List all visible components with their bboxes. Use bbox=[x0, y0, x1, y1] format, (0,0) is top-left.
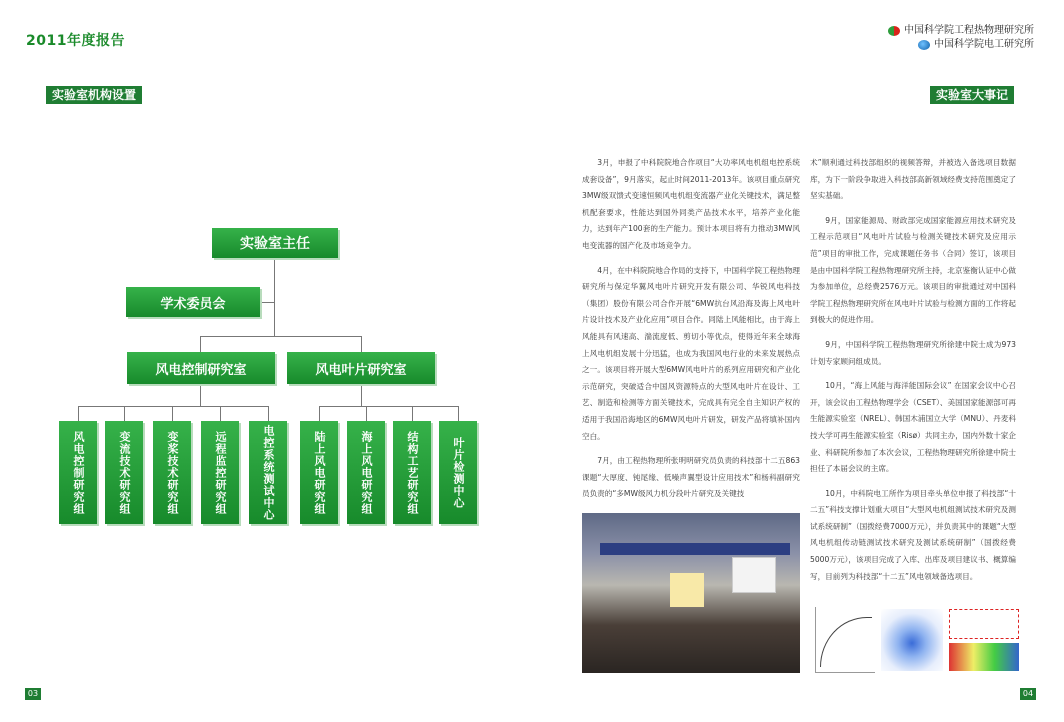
photo-banner bbox=[600, 543, 790, 555]
org-group: 叶片检测中心 bbox=[439, 421, 477, 524]
article-column-2 bbox=[810, 155, 1016, 593]
connector-line bbox=[458, 406, 459, 421]
page-number-right: 04 bbox=[1020, 688, 1036, 700]
connector-line bbox=[220, 406, 221, 421]
institute-header bbox=[888, 24, 1034, 52]
org-box-director: 实验室主任 bbox=[212, 228, 338, 258]
article-paragraph: 10月，“海上风能与海洋能国际会议” 在国家会议中心召开，该会议由工程热物理学会（CSET）、美国国家能源部可再生能源实验室（NREL）、韩国木浦国立大学（MNU）、丹麦科技大学可再生能源实验室（Risø）共同主办，国内外数十家企业、科研院所参加了本次会议，工程热物理研究所徐建中院士担任了本届会议的主席。 bbox=[810, 381, 1016, 474]
curve-plot-image bbox=[815, 607, 875, 673]
connector-line bbox=[78, 406, 79, 421]
connector-line bbox=[124, 406, 125, 421]
connector-line bbox=[366, 406, 367, 421]
report-year: 2011年度报告 bbox=[26, 33, 125, 49]
article-paragraph: 4月，在中科院院地合作局的支持下，中国科学院工程热物理研究所与保定华翼风电叶片研究开发有限公司、华锐风电科技（集团）股份有限公司合作开展“6MW抗台风沿海及海上风电叶片设计技术及产业化应用”项目合作。同陆上风能相比，由于海上风能具有风速高、湍流度低、剪切小等优点，使得近年来全球海上风电机组发展十分迅猛，也成为我国风电行业的未来发展热点之一。该项目将开展大型6MW风电叶片的系列应用研究和产业化示范研究，突破适合中国风资源特点的大型风电叶片在设计、工艺、制造和检测等方面关键技术，完成具有完全自主知识产权的适用于我国沿海地区的6MW风电叶片研发，研发产品将填补国内空白。 bbox=[582, 265, 800, 441]
article-paragraph: 9月，中国科学院工程热物理研究所徐建中院士成为973计划专家顾问组成员。 bbox=[810, 339, 1016, 366]
org-group: 变桨技术研究组 bbox=[153, 421, 191, 524]
institute-name-1: 中国科学院工程热物理研究所 bbox=[904, 25, 1034, 36]
org-box-control-division: 风电控制研究室 bbox=[127, 352, 275, 384]
connector-line bbox=[274, 258, 275, 336]
org-group: 电控系统测试中心 bbox=[249, 421, 287, 524]
org-group: 变流技术研究组 bbox=[105, 421, 143, 524]
org-box-blade-division: 风电叶片研究室 bbox=[287, 352, 435, 384]
connector-line bbox=[412, 406, 413, 421]
org-chart bbox=[0, 0, 520, 722]
connector-line bbox=[172, 406, 173, 421]
photo-stage bbox=[670, 573, 704, 607]
institute-logo-icon bbox=[918, 40, 930, 50]
institute-name-2: 中国科学院电工研究所 bbox=[934, 39, 1034, 50]
institute-logo-icon bbox=[888, 26, 900, 36]
org-group: 结构工艺研究组 bbox=[393, 421, 431, 524]
conference-photo bbox=[582, 513, 800, 673]
connector-line bbox=[200, 336, 362, 337]
article-column-1 bbox=[582, 155, 800, 511]
connector-line bbox=[200, 336, 201, 352]
flow-field-image bbox=[881, 609, 943, 671]
photo-screen bbox=[732, 557, 776, 593]
result-figures bbox=[815, 607, 1020, 673]
schematic-image bbox=[949, 609, 1019, 639]
connector-line bbox=[319, 406, 320, 421]
org-group: 海上风电研究组 bbox=[347, 421, 385, 524]
connector-line bbox=[200, 384, 201, 406]
org-group: 远程监控研究组 bbox=[201, 421, 239, 524]
connector-line bbox=[361, 384, 362, 406]
section-title-org: 实验室机构设置 bbox=[46, 86, 142, 104]
org-group: 陆上风电研究组 bbox=[300, 421, 338, 524]
article-paragraph: 3月，申报了中科院院地合作项目“大功率风电机组电控系统成套设备”，9月落实，起止时间2011-2013年。该项目重点研究3MW级双馈式变速恒频风电机组变流器产业化关键技术，满足整机配套要求，性能达到国外同类产品技术水平，培养产业化能力，达到年产100套的生产能力。预计本项目将有力推动3MW风电变流器的国产化及市场竞争力。 bbox=[582, 158, 800, 250]
connector-line bbox=[78, 406, 269, 407]
connector-line bbox=[260, 302, 274, 303]
page-number-left: 03 bbox=[25, 688, 41, 700]
connector-line bbox=[268, 406, 269, 421]
article-paragraph: 10月，中科院电工所作为项目牵头单位申报了科技部“十二五”科技支撑计划重大项目“大型风电机组测试技术研究及测试系统研制”（国拨经费7000万元），并负责其中的课题“大型风电机组传动链测试技术研究及测试系统研制”（国拨经费5000万元），该项目完成了入库、出库及项目建议书、概算编写，目前列为科技部“十二五”风电领域备选项目。 bbox=[810, 488, 1016, 581]
org-box-academic-committee: 学术委员会 bbox=[126, 287, 260, 317]
article-paragraph: 术”顺利通过科技部组织的视频答辩，并被选入备选项目数据库，为下一阶段争取进入科技部高新领域经费支持范围奠定了坚实基础。 bbox=[810, 158, 1016, 201]
article-paragraph: 7月，由工程热物理所张明明研究员负责的科技部十二五863课题“大厚度、钝尾缘、低噪声翼型设计应用技术”和杨科副研究员负责的“多MW级风力机分段叶片研究及关键技 bbox=[582, 456, 800, 499]
article-paragraph: 9月，国家能源局、财政部完成国家能源应用技术研究及工程示范项目“风电叶片试验与检测关键技术研究及应用示范”项目的审批工作，完成课题任务书（合同）签订，该项目是由中国科学院工程热物理研究所主持，北京鉴衡认证中心做为参加单位，总经费2576万元。该项目的审批通过对中国科学院工程热物理研究所在风电叶片试验与检测方面的工作将起到极大的促进作用。 bbox=[810, 215, 1016, 325]
contour-image bbox=[949, 643, 1019, 671]
connector-line bbox=[361, 336, 362, 352]
connector-line bbox=[319, 406, 458, 407]
section-title-events: 实验室大事记 bbox=[930, 86, 1014, 104]
org-group: 风电控制研究组 bbox=[59, 421, 97, 524]
